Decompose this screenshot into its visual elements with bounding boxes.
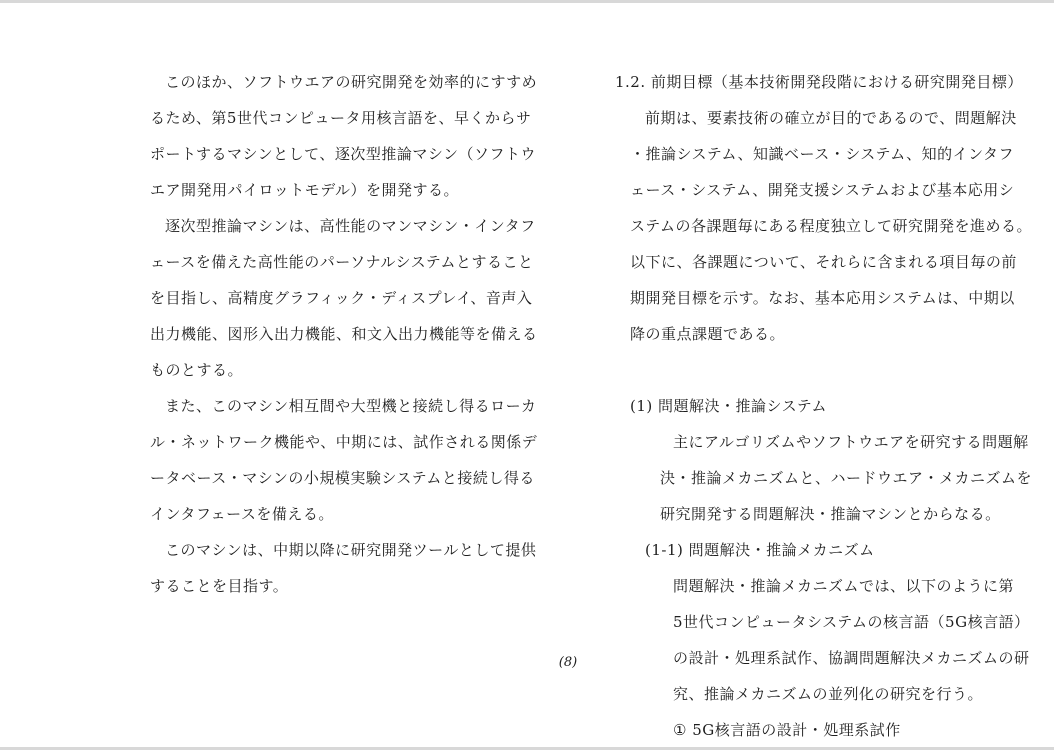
paragraph-line: 問題解決・推論メカニズムでは、以下のように第	[673, 577, 1015, 595]
paragraph-line: 期開発目標を示す。なお、基本応用システムは、中期以	[630, 289, 1015, 307]
paragraph-line: 究、推論メカニズムの並列化の研究を行う。	[673, 685, 984, 703]
paragraph-line: ェース・システム、開発支援システムおよび基本応用シ	[630, 181, 1015, 199]
left-column	[150, 64, 538, 604]
paragraph-line: このほか、ソフトウエアの研究開発を効率的にすすめ	[165, 73, 538, 91]
item-heading: (1-1) 問題解決・推論メカニズム	[645, 541, 875, 559]
paragraph-line: ータベース・マシンの小規模実験システムと接続し得る	[150, 469, 535, 487]
paragraph-line: 決・推論メカニズムと、ハードウエア・メカニズムを	[660, 469, 1033, 487]
paragraph-line: ポートするマシンとして、逐次型推論マシン（ソフトウ	[150, 145, 537, 163]
right-column	[615, 64, 1035, 748]
paragraph-line: ものとする。	[150, 361, 244, 379]
circled-item-heading: ① 5G核言語の設計・処理系試作	[673, 721, 901, 739]
paragraph-line: ステムの各課題毎にある程度独立して研究開発を進める。	[630, 217, 1032, 235]
paragraph-line: 逐次型推論マシンは、高性能のマンマシン・インタフ	[165, 217, 536, 235]
paragraph-line: 研究開発する問題解決・推論マシンとからなる。	[660, 505, 1001, 523]
paragraph-line: 出力機能、図形入出力機能、和文入出力機能等を備える	[150, 325, 538, 343]
scan-edge-top	[0, 0, 1054, 3]
paragraph-line: 5世代コンピュータシステムの核言語（5G核言語）	[673, 613, 1030, 631]
paragraph-line: エア開発用パイロットモデル）を開発する。	[150, 181, 459, 199]
paragraph-line: の設計・処理系試作、協調問題解決メカニズムの研	[673, 649, 1030, 667]
section-heading: 1.2. 前期目標（基本技術開発段階における研究開発目標）	[615, 73, 1023, 91]
paragraph-line: インタフェースを備える。	[150, 505, 334, 523]
paragraph-line: るため、第5世代コンピュータ用核言語を、早くからサ	[150, 109, 532, 127]
subsection-heading: (1) 問題解決・推論システム	[630, 397, 828, 415]
page-number: (8)	[558, 655, 578, 670]
paragraph-line: ・推論システム、知識ベース・システム、知的インタフ	[630, 145, 1015, 163]
paragraph-line: を目指し、高精度グラフィック・ディスプレイ、音声入	[150, 289, 533, 307]
paragraph-line: 前期は、要素技術の確立が目的であるので、問題解決	[645, 109, 1017, 127]
paragraph-line: することを目指す。	[150, 577, 289, 595]
paragraph-line: また、このマシン相互間や大型機と接続し得るローカ	[165, 397, 537, 415]
paragraph-line: 以下に、各課題について、それらに含まれる項目毎の前	[630, 253, 1017, 271]
paragraph-line: このマシンは、中期以降に研究開発ツールとして提供	[165, 541, 537, 559]
paragraph-line: ェースを備えた高性能のパーソナルシステムとすること	[150, 253, 534, 271]
paragraph-line: ル・ネットワーク機能や、中期には、試作される関係デ	[150, 433, 538, 451]
paragraph-line: 降の重点課題である。	[630, 325, 786, 343]
paragraph-gap	[615, 352, 1035, 388]
paragraph-line: 主にアルゴリズムやソフトウエアを研究する問題解	[673, 433, 1029, 451]
